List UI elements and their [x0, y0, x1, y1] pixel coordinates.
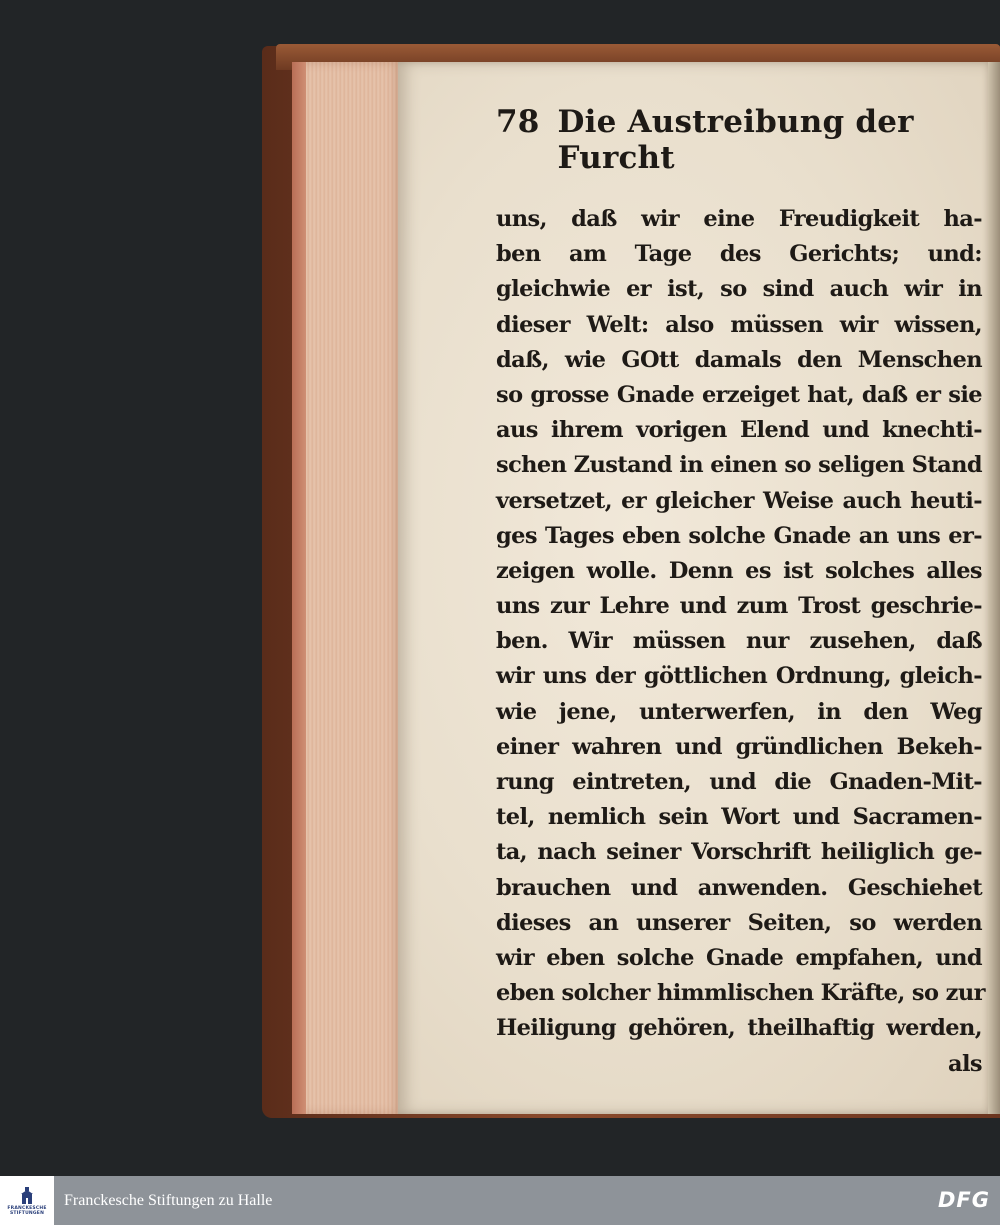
text-line: einer wahren und gründlichen Bekeh-	[496, 733, 982, 760]
text-line: aus ihrem vorigen Elend und knechti-	[496, 417, 982, 444]
page-edges	[292, 62, 402, 1114]
text-line: ges Tages eben solche Gnade an uns er-	[496, 522, 982, 549]
text-line: ben. Wir müssen nur zusehen, daß	[496, 628, 982, 655]
text-line: uns, daß wir eine Freudigkeit ha-	[496, 206, 982, 232]
building-icon	[18, 1186, 36, 1206]
page-edge-stain	[292, 62, 306, 1114]
logo-caption: FRANCKESCHE STIFTUNGEN	[7, 1205, 47, 1216]
page-header	[496, 104, 982, 176]
page-gutter	[988, 62, 1000, 1114]
body-text	[496, 202, 985, 1082]
text-line: eben solcher himmlischen Kräfte, so zur	[496, 980, 985, 1007]
text-line: rung eintreten, und die Gnaden-Mit-	[496, 769, 982, 795]
text-line: ben am Tage des Gerichts; und:	[496, 241, 982, 268]
footer-bar	[0, 1176, 1000, 1225]
text-line: zeigen wolle. Denn es ist solches alles	[496, 557, 982, 584]
institution-name[interactable]: Franckesche Stiftungen zu Halle	[64, 1191, 273, 1209]
text-line: Heiligung gehören, theilhaftig werden,	[496, 1015, 982, 1042]
text-line: schen Zustand in einen so seligen Stand	[496, 452, 982, 479]
text-line: versetzet, er gleicher Weise auch heuti-	[496, 487, 982, 514]
text-line: gleichwie er ist, so sind auch wir in	[496, 276, 982, 303]
text-line: wir uns der göttlichen Ordnung, gleich-	[496, 663, 982, 690]
text-line: uns zur Lehre und zum Trost geschrie-	[496, 593, 982, 620]
catchword: als	[948, 1050, 982, 1077]
text-line: dieses an unserer Seiten, so werden	[496, 909, 982, 936]
page-number: 78	[496, 104, 540, 140]
running-head: Die Austreibung der Furcht	[557, 104, 914, 176]
text-line: tel, nemlich sein Wort und Sacramen-	[496, 804, 982, 831]
text-line: wie jene, unterwerfen, in den Weg	[496, 698, 982, 725]
text-line: dieser Welt: also müssen wir wissen,	[496, 311, 982, 338]
text-line: brauchen und anwenden. Geschiehet	[496, 874, 982, 901]
institution-logo[interactable]	[0, 1176, 54, 1225]
text-line: daß, wie GOtt damals den Menschen	[496, 346, 982, 373]
text-line: ta, nach seiner Vorschrift heiliglich ge-	[496, 839, 982, 866]
text-line: so grosse Gnade erzeiget hat, daß er sie	[496, 381, 982, 408]
dfg-logo[interactable]: DFG	[937, 1188, 990, 1212]
page-text-block	[496, 104, 985, 1082]
text-line: wir eben solche Gnade empfahen, und	[496, 944, 982, 971]
